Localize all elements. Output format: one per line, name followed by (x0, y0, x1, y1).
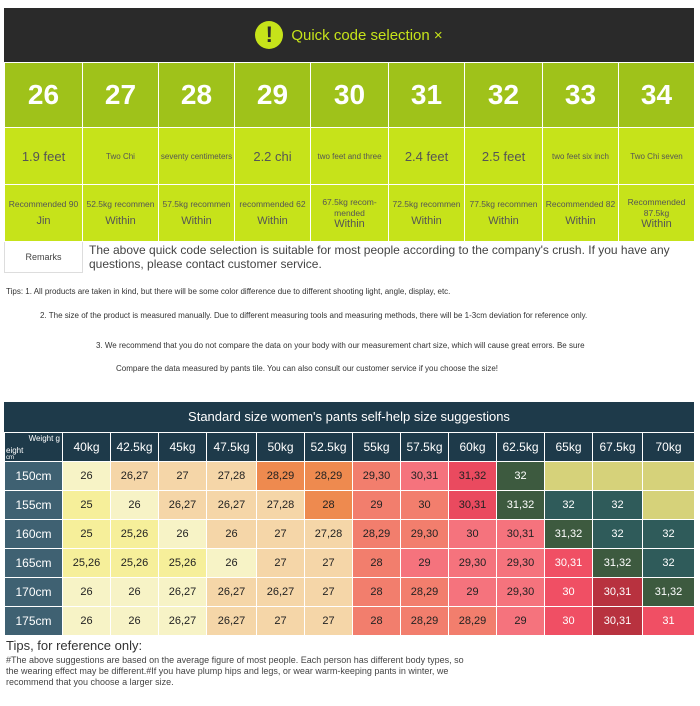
size-chart-cell: 26 (159, 520, 207, 549)
length-cell: Two Chi (83, 128, 159, 185)
size-chart-cell: 29 (497, 607, 545, 636)
size-chart-cell: 28,29 (353, 520, 401, 549)
recommended-weight: 67.5kg recom-mended (322, 196, 377, 218)
size-chart-cell: 30,31 (401, 462, 449, 491)
weight-header: 60kg (449, 433, 497, 462)
size-chart-cell: 27 (305, 578, 353, 607)
remarks-text: The above quick code selection is suitable for most people according to the company's crush. If you have any questions, please contact customer service. (83, 242, 695, 273)
size-cell: 31 (389, 63, 465, 128)
weight-header: 47.5kg (207, 433, 257, 462)
size-chart-cell: 29 (353, 491, 401, 520)
size-chart-row (5, 549, 695, 578)
weight-header: 67.5kg (593, 433, 643, 462)
size-cell: 34 (619, 63, 695, 128)
size-chart-cell: 30 (401, 491, 449, 520)
size-chart-cell (643, 462, 695, 491)
size-chart-cell: 27,28 (207, 462, 257, 491)
recommended-suffix: Within (411, 215, 442, 227)
height-header: 150cm (5, 462, 63, 491)
size-chart-cell: 29 (401, 549, 449, 578)
size-chart-cell: 30,31 (593, 607, 643, 636)
recommended-cell (235, 185, 311, 242)
quick-code-table (4, 62, 695, 273)
size-chart-cell: 26 (63, 462, 111, 491)
recommended-suffix: Jin (36, 215, 51, 227)
size-chart-cell: 30 (545, 578, 593, 607)
remarks-row (5, 242, 695, 273)
size-chart-cell: 28 (353, 549, 401, 578)
size-chart-cell: 27 (257, 607, 305, 636)
size-chart-cell: 31,32 (497, 491, 545, 520)
recommended-weight: 52.5kg recommen (86, 199, 155, 209)
weight-header: 42.5kg (111, 433, 159, 462)
size-chart-cell: 26,27 (111, 462, 159, 491)
size-chart-cell: 32 (593, 491, 643, 520)
size-chart-cell: 28 (353, 607, 401, 636)
weight-header-row (5, 433, 695, 462)
size-chart-cell: 26,27 (159, 607, 207, 636)
size-chart-cell: 28,29 (401, 578, 449, 607)
recommended-cell (159, 185, 235, 242)
weight-header: 57.5kg (401, 433, 449, 462)
size-chart-cell: 29,30 (401, 520, 449, 549)
weight-header: 55kg (353, 433, 401, 462)
size-chart-cell: 26,27 (207, 491, 257, 520)
size-chart-cell: 29,30 (497, 578, 545, 607)
size-chart-cell (643, 491, 695, 520)
size-chart-cell: 32 (593, 520, 643, 549)
size-chart-cell: 32 (497, 462, 545, 491)
recommended-weight: 72.5kg recommen (392, 199, 461, 209)
recommended-cell (619, 185, 695, 242)
size-chart-cell: 27 (257, 549, 305, 578)
size-chart-row (5, 462, 695, 491)
size-chart-row (5, 520, 695, 549)
recommended-row (5, 185, 695, 242)
size-chart-row (5, 578, 695, 607)
recommended-weight: Recommended 82 (545, 199, 616, 209)
size-chart-cell: 30 (545, 607, 593, 636)
recommended-suffix: Within (334, 217, 365, 230)
size-chart-cell: 26,27 (159, 491, 207, 520)
size-chart-cell: 29,30 (449, 549, 497, 578)
size-cell: 28 (159, 63, 235, 128)
recommended-weight: recommended 62 (239, 199, 306, 209)
height-header: 165cm (5, 549, 63, 578)
length-cell: 1.9 feet (5, 128, 83, 185)
recommended-cell (83, 185, 159, 242)
size-chart-cell: 25,26 (111, 520, 159, 549)
size-cell: 26 (5, 63, 83, 128)
size-cell: 32 (465, 63, 543, 128)
length-cell: 2.2 chi (235, 128, 311, 185)
length-cell: 2.4 feet (389, 128, 465, 185)
size-cell: 30 (311, 63, 389, 128)
size-chart-cell: 26 (111, 607, 159, 636)
weight-header: 65kg (545, 433, 593, 462)
bottom-tips (6, 638, 466, 688)
size-chart-cell: 25,26 (159, 549, 207, 578)
size-chart-cell: 30,31 (449, 491, 497, 520)
height-header: 175cm (5, 607, 63, 636)
size-chart-cell: 29 (449, 578, 497, 607)
size-chart-cell: 27 (257, 520, 305, 549)
recommended-suffix: Within (105, 215, 136, 227)
size-chart-cell (545, 462, 593, 491)
quick-code-title: Quick code selection × (291, 26, 443, 44)
weight-header: 70kg (643, 433, 695, 462)
size-chart-cell: 26 (111, 578, 159, 607)
recommended-suffix: Within (488, 215, 519, 227)
weight-header: 40kg (63, 433, 111, 462)
corner-cm-label: cm (6, 455, 14, 461)
size-chart-row (5, 491, 695, 520)
size-chart-cell: 32 (643, 549, 695, 578)
bottom-tips-title: Tips, for reference only: (6, 638, 143, 653)
corner-height-label: eight (6, 446, 24, 455)
size-chart-cell: 32 (545, 491, 593, 520)
size-cell: 29 (235, 63, 311, 128)
size-chart-cell: 26 (63, 607, 111, 636)
recommended-suffix: Within (257, 215, 288, 227)
length-cell: two feet six inch (543, 128, 619, 185)
size-chart-cell: 26,27 (159, 578, 207, 607)
size-chart-cell: 30,31 (593, 578, 643, 607)
size-chart-cell: 31,32 (545, 520, 593, 549)
size-chart-cell: 29,30 (353, 462, 401, 491)
remarks-label: Remarks (5, 242, 83, 273)
recommended-cell (465, 185, 543, 242)
recommended-weight: Recommended 90 (8, 199, 79, 209)
size-chart-table (4, 432, 695, 636)
recommended-weight: Recommended 87.5kg (627, 196, 686, 218)
size-chart-cell: 32 (643, 520, 695, 549)
size-chart-cell: 30,31 (545, 549, 593, 578)
size-chart-cell: 26,27 (207, 578, 257, 607)
bottom-tips-body: #The above suggestions are based on the average figure of most people. Each person has different body types, so the wearing effect may be different.#If you have plump hips and legs, or wear warm-keeping pants in winter, we recommend that you choose a larger size. (6, 655, 464, 687)
size-chart-cell: 26,27 (207, 607, 257, 636)
size-chart-cell: 25 (63, 491, 111, 520)
size-chart-cell: 26 (63, 578, 111, 607)
corner-weight-label: Weight g (28, 434, 60, 443)
size-chart-cell: 25,26 (111, 549, 159, 578)
size-chart-cell: 27 (159, 462, 207, 491)
size-chart-cell: 28,29 (401, 607, 449, 636)
recommended-cell (543, 185, 619, 242)
size-chart-cell: 25,26 (63, 549, 111, 578)
size-chart-cell: 26,27 (257, 578, 305, 607)
recommended-suffix: Within (565, 215, 596, 227)
recommended-weight: 77.5kg recommen (469, 199, 538, 209)
tip-3: 3. We recommend that you do not compare the data on your body with our measurement chart size, which will cause great errors. Be sure (96, 341, 585, 350)
size-chart-cell: 28 (353, 578, 401, 607)
size-row (5, 63, 695, 128)
length-cell: Two Chi seven (619, 128, 695, 185)
size-chart-cell: 29,30 (497, 549, 545, 578)
size-chart-cell: 31 (643, 607, 695, 636)
recommended-cell (389, 185, 465, 242)
tip-2: 2. The size of the product is measured manually. Due to different measuring tools and measuring methods, there will be 1-3cm deviation for reference only. (40, 311, 588, 320)
recommended-suffix: Within (181, 215, 212, 227)
tip-1: Tips: 1. All products are taken in kind, but there will be some color difference due to different shooting light, angle, display, etc. (6, 287, 451, 296)
size-chart-cell (593, 462, 643, 491)
size-chart-cell: 31,32 (593, 549, 643, 578)
corner-cell (5, 433, 63, 462)
height-header: 170cm (5, 578, 63, 607)
weight-header: 45kg (159, 433, 207, 462)
size-chart-cell: 28 (305, 491, 353, 520)
warning-icon: ! (255, 21, 283, 49)
size-chart-row (5, 607, 695, 636)
size-chart-cell: 31,32 (449, 462, 497, 491)
tip-3-continued: Compare the data measured by pants tile. You can also consult our customer service if you choose the size! (116, 364, 498, 373)
size-chart-title: Standard size women's pants self-help size suggestions (4, 402, 694, 432)
height-header: 160cm (5, 520, 63, 549)
weight-header: 62.5kg (497, 433, 545, 462)
size-chart-cell: 28,29 (305, 462, 353, 491)
size-chart-cell: 30,31 (497, 520, 545, 549)
length-cell: 2.5 feet (465, 128, 543, 185)
recommended-cell (311, 185, 389, 242)
quick-code-header (4, 8, 694, 62)
size-chart-cell: 28,29 (449, 607, 497, 636)
size-chart-cell: 31,32 (643, 578, 695, 607)
size-chart-cell: 26 (207, 520, 257, 549)
size-chart-cell: 30 (449, 520, 497, 549)
length-row (5, 128, 695, 185)
size-chart-cell: 26 (111, 491, 159, 520)
size-chart-cell: 27,28 (257, 491, 305, 520)
recommended-weight: 57.5kg recommen (162, 199, 231, 209)
size-cell: 27 (83, 63, 159, 128)
weight-header: 52.5kg (305, 433, 353, 462)
size-cell: 33 (543, 63, 619, 128)
size-chart-cell: 25 (63, 520, 111, 549)
size-chart-cell: 27 (305, 607, 353, 636)
height-header: 155cm (5, 491, 63, 520)
size-chart-cell: 27,28 (305, 520, 353, 549)
recommended-cell (5, 185, 83, 242)
size-chart-cell: 28,29 (257, 462, 305, 491)
recommended-suffix: Within (641, 217, 672, 230)
weight-header: 50kg (257, 433, 305, 462)
length-cell: two feet and three (311, 128, 389, 185)
size-chart-cell: 27 (305, 549, 353, 578)
size-chart-cell: 26 (207, 549, 257, 578)
length-cell: seventy centimeters (159, 128, 235, 185)
